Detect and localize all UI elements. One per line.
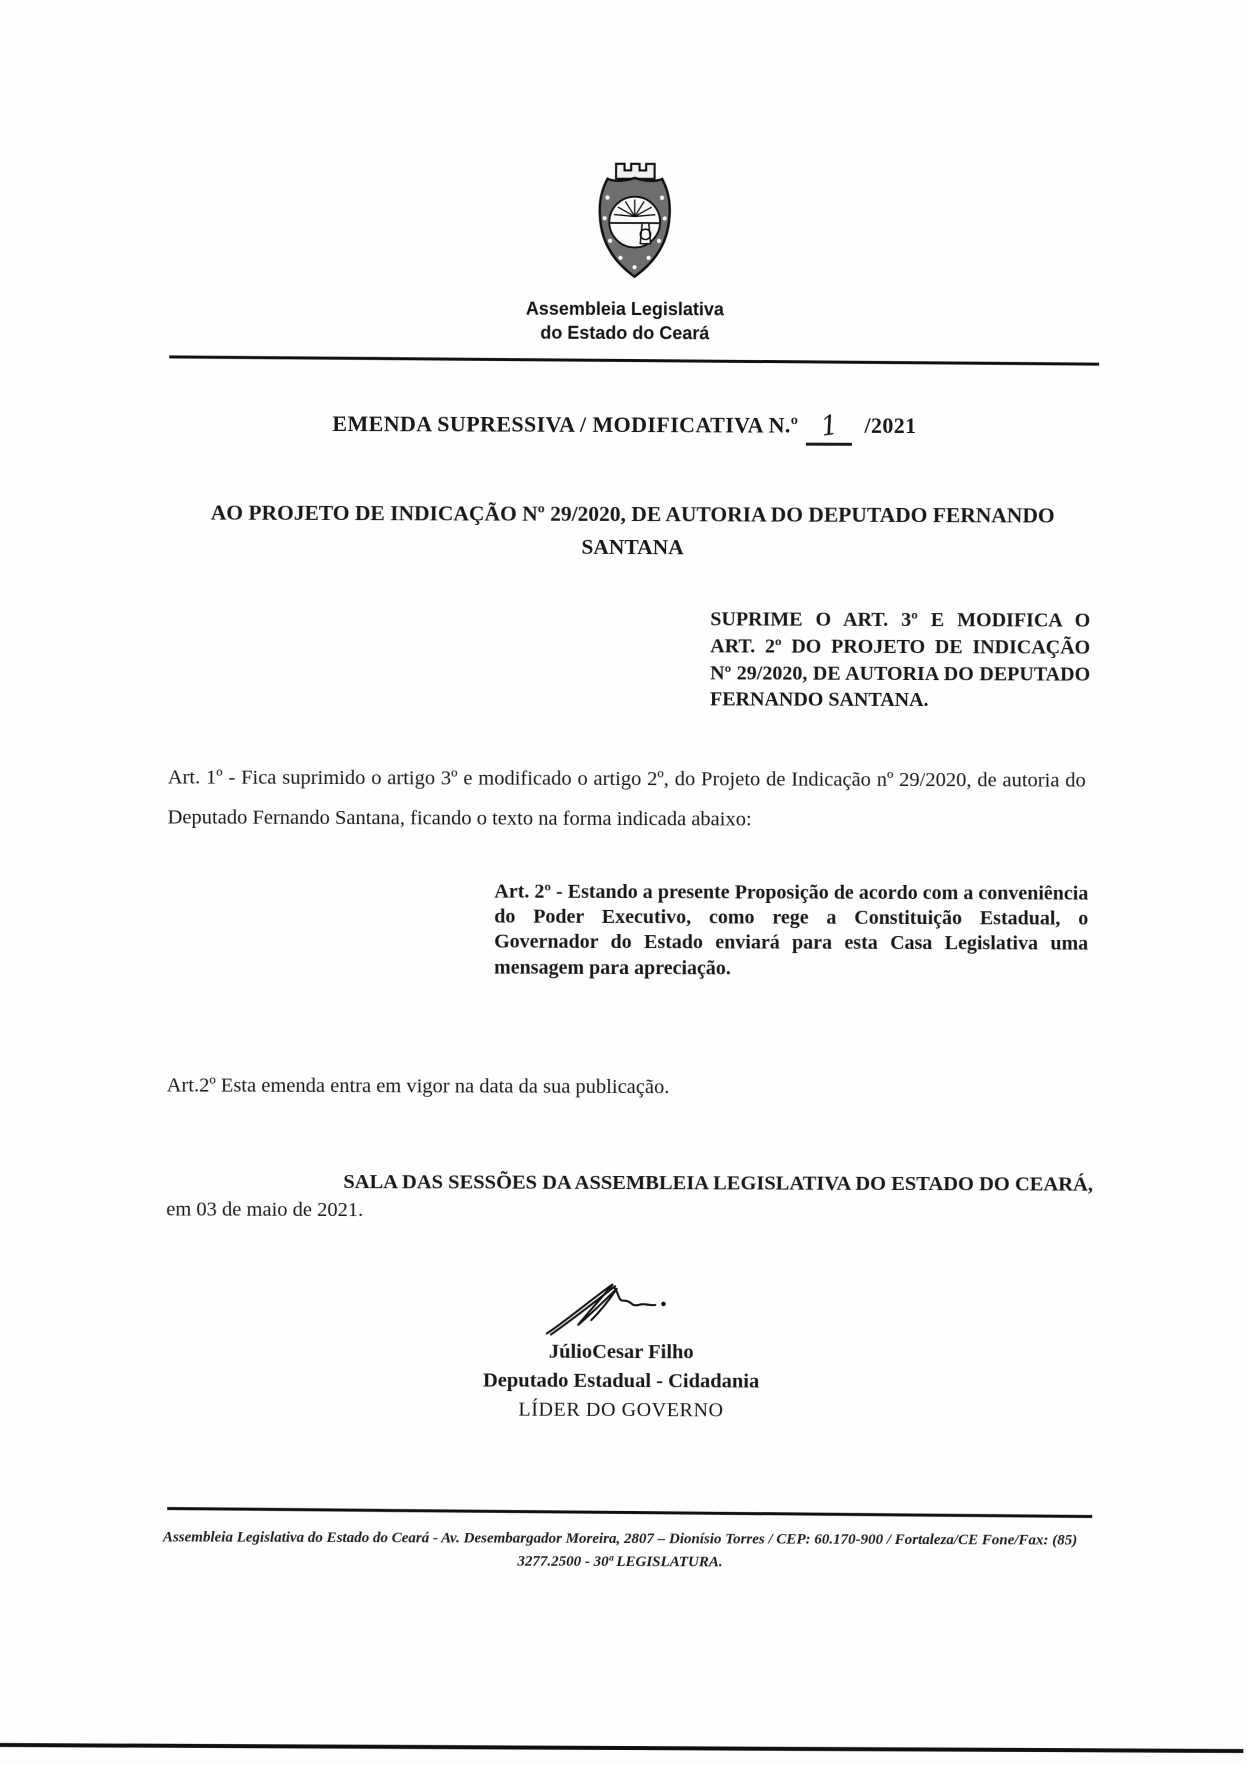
footer-divider-line bbox=[167, 1507, 1092, 1518]
document-title bbox=[1, 406, 1247, 444]
signer-name: JúlioCesar Filho bbox=[548, 1340, 694, 1364]
signer-role: Deputado Estadual - Cidadania bbox=[482, 1369, 760, 1393]
title-suffix: /2021 bbox=[864, 412, 917, 439]
signer-leadership: LÍDER DO GOVERNO bbox=[518, 1398, 724, 1422]
document-header bbox=[1, 158, 1247, 348]
header-divider-line bbox=[169, 355, 1099, 365]
organization-name-line1: Assembleia Legislativa bbox=[525, 298, 724, 320]
article-1-paragraph: Art. 1º - Fica suprimido o artigo 3º e modificado o artigo 2º, do Projeto de Indicação nº 29/2020, de autoria do Deputado Fernando Santana, ficando o texto na forma indicada abaixo: bbox=[167, 766, 1086, 831]
page-bottom-edge-line bbox=[0, 1743, 1243, 1753]
organization-name bbox=[1, 295, 1247, 348]
footer-address: Assembleia Legislativa do Estado do Ceará - Av. Desembargador Moreira, 2807 – Dionísio Torres / CEP: 60.170-900 / Fortaleza/CE Fone/Fax: (85) 3277.2500 - 30ª LEGISLATURA. bbox=[162, 1529, 1078, 1571]
signer-block bbox=[0, 1336, 1245, 1427]
ceara-coat-of-arms-icon bbox=[587, 160, 681, 291]
handwritten-number: 1 bbox=[818, 409, 841, 443]
handwritten-number-line bbox=[806, 409, 852, 446]
subject-line: AO PROJETO DE INDICAÇÃO Nº 29/2020, DE AUTORIA DO DEPUTADO FERNANDO SANTANA bbox=[210, 500, 1055, 560]
quoted-article-2-block: Art. 2º - Estando a presente Proposição de acordo com a conveniência do Poder Executivo, como rege a Constituição Estadual, o Governador do Estado enviará para esta Casa Legislativa uma mensagem para apreciação. bbox=[494, 880, 1089, 979]
closing-paragraph bbox=[166, 1168, 1094, 1227]
organization-name-line2: do Estado do Ceará bbox=[540, 323, 710, 344]
article-2-paragraph: Art.2º Esta emenda entra em vigor na data da sua publicação. bbox=[166, 1074, 670, 1099]
ementa-block: SUPRIME O ART. 3º E MODIFICA O ART. 2º DO PROJETO DE INDICAÇÃO Nº 29/2020, DE AUTORIA DO DEPUTADO FERNANDO SANTANA. bbox=[709, 608, 1091, 712]
title-prefix: EMENDA SUPRESSIVA / MODIFICATIVA N.º bbox=[332, 410, 799, 438]
closing-date: em 03 de maio de 2021. bbox=[166, 1198, 364, 1221]
closing-place: SALA DAS SESSÕES DA ASSEMBLEIA LEGISLATIVA DO ESTADO DO CEARÁ, bbox=[343, 1171, 1094, 1196]
